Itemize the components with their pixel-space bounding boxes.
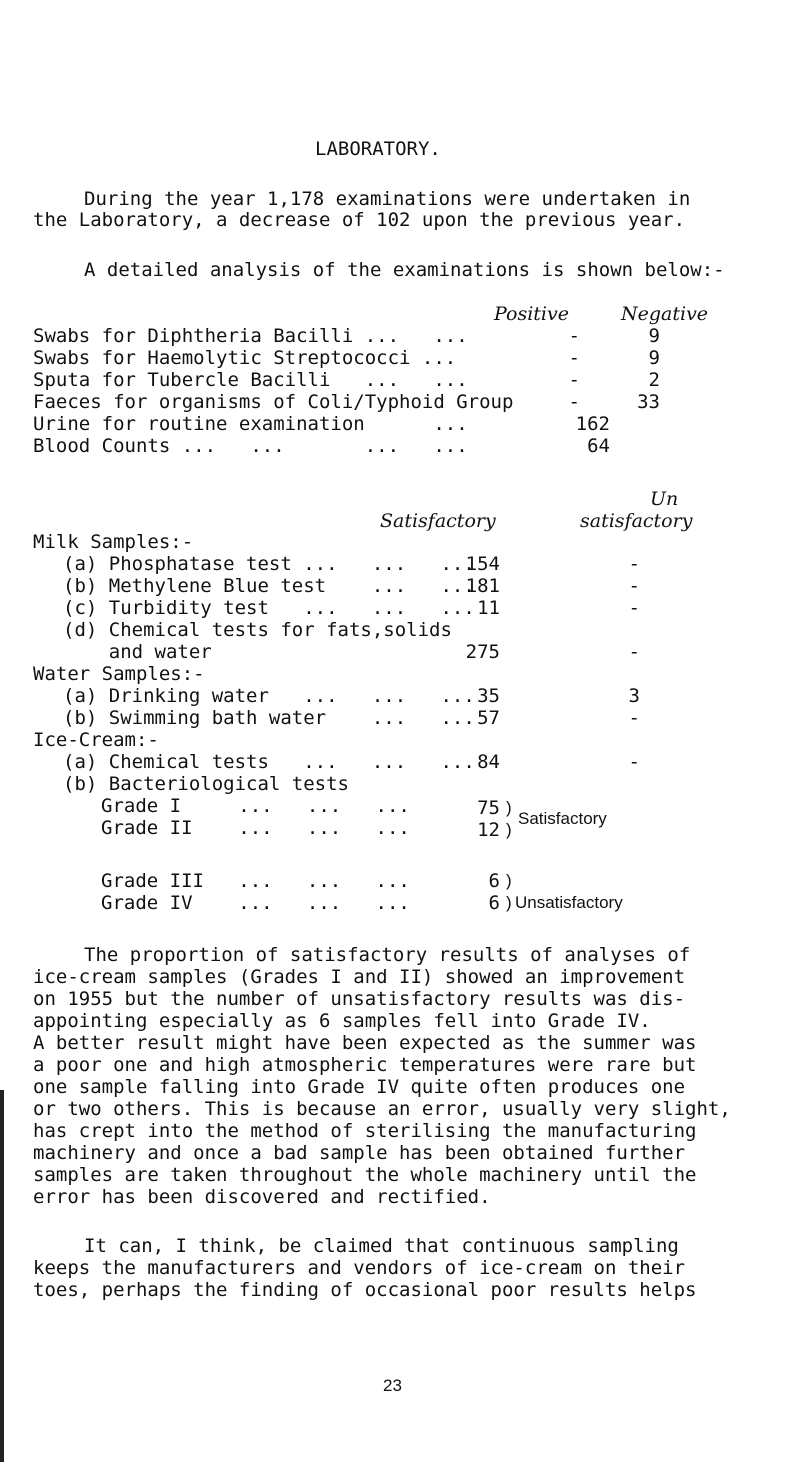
ice-heading: Ice-Cream:- [33, 729, 159, 751]
table1-row-label: Swabs for Haemolytic Streptococci ... [33, 347, 457, 369]
bracket: ) [506, 820, 512, 839]
header-un: Un [650, 488, 679, 510]
table2-sat: 84 [477, 751, 500, 773]
table2-unsat: 3 [628, 685, 640, 707]
header-positive: Positive [494, 303, 569, 325]
bracket: ) [506, 798, 512, 817]
bracket: ) [506, 893, 512, 912]
table1-row-label: Urine for routine examination ... [33, 413, 468, 435]
satisfactory-note: Satisfactory [518, 809, 607, 828]
page-title: LABORATORY. [315, 138, 441, 160]
table1-positive: - [568, 391, 580, 413]
grade-label: Grade III ... ... ... [101, 870, 410, 892]
table2-row-label: (c) Turbidity test ... ... ... [63, 597, 475, 619]
table2-row-label: (b) Swimming bath water ... ... [63, 707, 475, 729]
table2-sat: 154 [465, 553, 500, 575]
table2-unsat: - [628, 597, 640, 619]
grade-value: 75 [477, 797, 500, 819]
table2-sat: 275 [465, 641, 500, 663]
table2-sat: 57 [477, 707, 500, 729]
table2-row-label: (a) Drinking water ... ... ... [63, 685, 475, 707]
paragraph-line: has crept into the method of sterilising the manufacturing [33, 1120, 697, 1142]
table2-unsat: - [628, 553, 640, 575]
paragraph-line: The proportion of satisfactory results of analyses of [84, 944, 691, 966]
header-negative: Negative [621, 303, 709, 325]
table2-unsat: - [628, 575, 640, 597]
paragraph-line: or two others. This is because an error, usually very slight, [33, 1098, 731, 1120]
paragraph-line: toes, perhaps the finding of occasional poor results helps [33, 1279, 697, 1301]
intro-line-1: During the year 1,178 examinations were undertaken in [84, 188, 691, 210]
grade-value: 12 [477, 819, 500, 841]
table2-row-label: (b) Methylene Blue test ... ... [63, 575, 475, 597]
table1-row-label: Sputa for Tubercle Bacilli ... ... [33, 369, 468, 391]
header-satisfactory: Satisfactory [380, 510, 496, 532]
paragraph-line: machinery and once a bad sample has been obtained further [33, 1142, 686, 1164]
table1-positive: 64 [587, 435, 610, 457]
scan-edge-divider [0, 1090, 4, 1462]
bracket: ) [506, 871, 512, 890]
table2-row-label: (a) Phosphatase test ... ... ... [63, 553, 475, 575]
grade-value: 6 [488, 870, 500, 892]
table2-row-label: (a) Chemical tests ... ... ... [63, 751, 475, 773]
paragraph-line: on 1955 but the number of unsatisfactory results was dis- [33, 988, 686, 1010]
table2-unsat: - [628, 641, 640, 663]
grade-value: 6 [488, 892, 500, 914]
grade-label: Grade I ... ... ... [101, 795, 410, 817]
paragraph-line: appointing especially as 6 samples fell into Grade IV. [33, 1010, 651, 1032]
table1-negative: 9 [648, 347, 660, 369]
table2-unsat: - [628, 707, 640, 729]
table2-row-label: (b) Bacteriological tests [63, 773, 349, 795]
paragraph-line: samples are taken throughout the whole machinery until the [33, 1164, 697, 1186]
table2-row-label: and water [63, 641, 212, 663]
table1-positive: 162 [575, 413, 610, 435]
table2-unsat: - [628, 751, 640, 773]
header-unsatisfactory: satisfactory [580, 510, 693, 532]
grade-label: Grade II ... ... ... [101, 817, 410, 839]
water-heading: Water Samples:- [33, 663, 205, 685]
table2-row-label: (d) Chemical tests for fats,solids [63, 619, 452, 641]
unsatisfactory-note: Unsatisfactory [515, 893, 623, 912]
paragraph-line: a poor one and high atmospheric temperatures were rare but [33, 1054, 697, 1076]
table1-positive: - [568, 325, 580, 347]
table1-row-label: Blood Counts ... ... ... ... [33, 435, 468, 457]
analysis-intro: A detailed analysis of the examinations is shown below:- [84, 259, 725, 281]
paragraph-line: A better result might have been expected as the summer was [33, 1032, 697, 1054]
table1-row-label: Swabs for Diphtheria Bacilli ... ... [33, 325, 468, 347]
page-number: 23 [383, 1376, 402, 1395]
paragraph-line: It can, I think, be claimed that continuous sampling [84, 1235, 679, 1257]
table1-positive: - [568, 347, 580, 369]
milk-heading: Milk Samples:- [33, 531, 194, 553]
paragraph-line: ice-cream samples (Grades I and II) showed an improvement [33, 966, 686, 988]
table2-sat: 11 [477, 597, 500, 619]
grade-label: Grade IV ... ... ... [101, 892, 410, 914]
paragraph-line: error has been discovered and rectified. [33, 1186, 491, 1208]
table2-sat: 35 [477, 685, 500, 707]
table1-negative: 2 [648, 369, 660, 391]
paragraph-line: one sample falling into Grade IV quite often produces one [33, 1076, 686, 1098]
intro-line-2: the Laboratory, a decrease of 102 upon the previous year. [33, 209, 686, 231]
paragraph-line: keeps the manufacturers and vendors of ice-cream on their [33, 1257, 686, 1279]
table2-sat: 181 [465, 575, 500, 597]
table1-positive: - [568, 369, 580, 391]
table1-negative: 9 [648, 325, 660, 347]
table1-row-label: Faeces for organisms of Coli/Typhoid Group [33, 391, 514, 413]
table1-negative: 33 [637, 391, 660, 413]
